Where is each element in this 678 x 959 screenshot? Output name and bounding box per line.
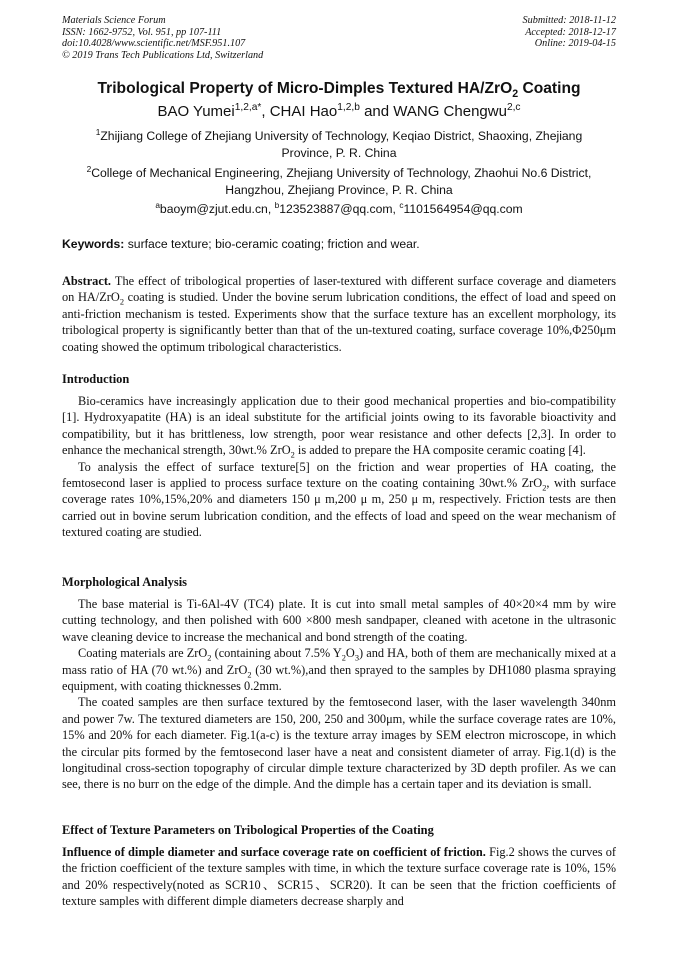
morphology-body <box>62 596 616 793</box>
abstract-label: Abstract. <box>62 274 112 288</box>
email-link: baoym@zjut.edu.cn, <box>159 202 275 216</box>
section-heading-introduction: Introduction <box>62 372 130 386</box>
dates-header <box>523 15 616 50</box>
paragraph: The base material is Ti-6Al-4V (TC4) plate. It is cut into small metal samples of 40×20×4 mm by wire cutting technology, and then polished with 600 ×800 mesh sandpaper, cleaned with acetone in the ultrasonic wave cleaning device to increase the mechanical and bond strength of the coating. <box>62 597 616 644</box>
paragraph: The coated samples are then surface textured by the femtosecond laser, with the laser wavelength 340nm and power 7w. The textured diameters are 150, 200, 250 and 300μm, while the surface coverage rates are 10%, 15% and 20% for each diameter. Fig.1(a-c) is the texture array images by SEM electron microscope, in which the circular pits formed by the femtosecond laser have a neat and consistent diameter of array. Fig.1(d) is the longitudinal cross-section topography of circular dimple texture characterized by 3D depth profiler. As we can see, there is no burr on the edge of the dimple. And the dimple has a certain taper and its deviation is small. <box>62 695 616 792</box>
affiliation-1: $^1$Zhijiang College of Zhejiang University of Technology, Keqiao District, Shaoxing, Zhejiang Province, P. R. China <box>95 126 583 160</box>
author-list: BAO Yumei$^{1,2,a*}$, CHAI Hao$^{1,2,b}$ and WANG Chengwu$^{2,c}$ <box>157 102 521 120</box>
effect-body <box>62 844 616 910</box>
paragraph: Coating materials are ZrO$_2$ (containing about 7.5% $Y_2O_3$) and HA, both of them are mechanically mixed at a mass ratio of HA (70 wt.%) and ZrO$_2$ (30 wt.%),and then sprayed to the samples by DH1080 plasma spraying equipment, with coating thicknesses 0.2mm. <box>62 646 616 694</box>
email-link: 123523887@qq.com, <box>279 202 400 216</box>
introduction-body <box>62 393 616 541</box>
issn: ISSN: 1662-9752, Vol. 951, pp 107-111 <box>62 26 222 38</box>
author-name: BAO Yumei <box>157 103 235 120</box>
author-emails: $^a$baoym@zjut.edu.cn, $^b$123523887@qq.com, $^c$1101564954@qq.com <box>155 199 523 216</box>
email-link: 1101564954@qq.com <box>403 202 523 216</box>
submitted-date: Submitted: 2018-11-12 <box>522 15 616 26</box>
run-in-heading: Influence of dimple diameter and surface coverage rate on coefficient of friction. <box>62 845 486 859</box>
paper-title: Tribological Property of Micro-Dimples Textured HA/ZrO$_2$ Coating <box>97 80 581 101</box>
paragraph: To analysis the effect of surface texture[5] on the friction and wear properties of HA coating, the femtosecond laser is applied to process surface texture on the coating containing 30wt.% ZrO$_2$, with surface coverage rates 10%,15%,20% and diameters 150 μ m,200 μ m, 250 μ m, respectively. Friction tests are then carried out in bovine serum lubrication condition, and the effects of load and speed on the wear mechanism of textured coating are studied. <box>62 459 616 540</box>
online-date: Online: 2019-04-15 <box>534 38 616 50</box>
section-heading-effect: Effect of Texture Parameters on Tribological Properties of the Coating <box>62 823 434 837</box>
paragraph: Influence of dimple diameter and surface coverage rate on coefficient of friction. Fig.2 shows the curves of the friction coefficient of the texture samples with time, in which the texture surface coverage rate is 10%, 15% and 20% respectively(noted as SCR10、SCR15、SCR20). It can be seen that the friction coefficients of texture samples with different dimple diameters decrease sharply and <box>62 845 616 909</box>
affiliation-2: $^2$College of Mechanical Engineering, Zhejiang University of Technology, Zhaohui No.6 District, Hangzhou, Zhejiang Province, P. R. China <box>86 163 592 197</box>
author-name: CHAI Hao <box>269 103 338 120</box>
copyright: © 2019 Trans Tech Publications Ltd, Switzerland <box>62 49 264 61</box>
journal-name: Materials Science Forum <box>62 15 166 26</box>
journal-header <box>62 15 263 61</box>
accepted-date: Accepted: 2018-12-17 <box>525 26 616 38</box>
doi: doi:10.4028/www.scientific.net/MSF.951.107 <box>62 38 246 50</box>
paragraph: Bio-ceramics have increasingly application due to their good mechanical properties and bio-compatibility [1]. Hydroxyapatite (HA) is an ideal substitute for the artificial joints owing to its favorable bioactivity and compatibility, but it has brittleness, low strength, poor wear resistance and other defects [2,3]. In order to enhance the mechanical strength, 30wt.% ZrO$_2$ is added to prepare the HA composite ceramic coating [4]. <box>62 394 616 460</box>
section-heading-morphology: Morphological Analysis <box>62 575 187 589</box>
keywords: Keywords: surface texture; bio-ceramic coating; friction and wear. <box>62 237 420 251</box>
author-name: WANG Chengwu <box>393 103 507 120</box>
abstract: Abstract. The effect of tribological properties of laser-textured with different surface coverage and diameters on HA/ZrO$_2$ coating is studied. Under the bovine serum lubrication conditions, the effect of load and speed on anti-friction mechanism is tested. Experiments show that the surface texture has an excellent morphology, its tribological property is significantly better than that of the un-textured coating, surface coverage 10%,Φ250μm coating showed the optimum tribological characteristics. <box>62 274 616 354</box>
